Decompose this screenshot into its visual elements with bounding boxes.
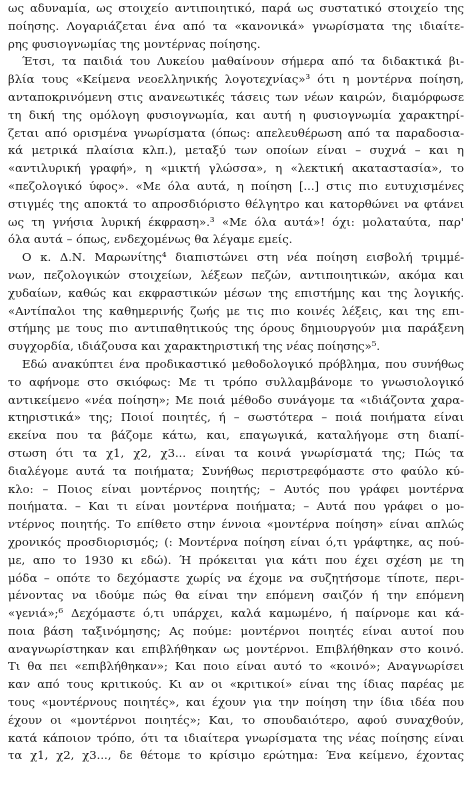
text-line: Έτσι, τα παιδιά του Λυκείου μαθαίνουν σήμερα από τα διδακτικά βι- [22, 54, 464, 69]
text-line: ποια βάση ταξινόμησης; Ας πούμε: μοντέρνοι ποιητές είναι αυτοί που [8, 623, 464, 638]
text-line: τη δική της ομόλογη φυσιογνωμία, και αυτή η φυσιογνωμία χαρακτηρί- [8, 107, 464, 122]
text-line: αναγνωρίστηκαν και επιβλήθηκαν ως μοντέρνοι. Επιβλήθηκαν στο κοινό. [8, 641, 464, 656]
text-line: όλα αυτά – όπως, ενδεχομένως θα λέγαμε εμείς. [8, 232, 293, 247]
text-line: στωση ότι τα χ1, χ2, χ3... είναι τα κοινά γνωρίσματά της; Πώς τα [8, 445, 464, 460]
text-line: μένοντας να ιδούμε πώς θα είναι την επόμενη σαιζόν ή την επόμενη [8, 588, 464, 603]
text-line: ως αδυναμία, ως στοιχείο αντιποιητικό, παρά ως συστατικό στοιχείο της [8, 1, 464, 15]
text-line: ζεται από ορισμένα γνωρίσματα (όπως: απελευθέρωση από τα παραδοσια- [8, 125, 464, 140]
text-line: το αφήνομε στο σκιόφως: Με τι τρόπο συλλαμβάνομε το γνωσιολογικό [8, 374, 464, 389]
text-line: με, απο το 1930 κι εδώ). Ή πρόκειται για κάτι που έχει σχέση με τη [8, 552, 464, 567]
text-line: κλο: – Ποιος είναι μοντέρνος ποιητής; – Αυτός που γράφει μοντέρνα [8, 481, 464, 496]
text-line: στήμης με τους πιο αντιπαθητικούς της όρους δημιουργούν μια παράξενη [8, 321, 464, 336]
text-line: ντέρνος ποιητής. Το επίθετο στην έννοια «μοντέρνα ποίηση» είναι απλώς [8, 517, 464, 532]
text-line: διαλέγομε αυτά τα ποιήματα; Συνήθως περιστρεφόμαστε στο φαύλο κύ- [8, 463, 464, 478]
text-line: εκείνα που τα βάζομε κάτω, και, επαγωγικά, καταλήγομε στη διαπί- [8, 428, 464, 443]
text-line: στιγμές της αποκτά το απροσδιόριστο θέλγητρο και κατορθώνει να φτάνει [8, 196, 464, 211]
text-line: ρης φυσιογνωμίας της μοντέρνας ποίησης. [8, 36, 261, 51]
paragraph-4 [8, 356, 464, 765]
text-line: κατά κάποιον τρόπο, ότι τα ιδιαίτερα γνωρίσματα της νέας ποίησης είναι [8, 730, 464, 745]
text-line: χρονικός προσδιορισμός; (: Μοντέρνα ποίηση είναι ό,τι γράφτηκε, ας πού- [8, 534, 464, 549]
text-line: τους «μοντέρνους ποιητές», και έχουν για την ποίηση την ίδια ιδέα που [8, 695, 464, 710]
paragraph-1 [8, 0, 464, 53]
text-line: Εδώ ανακύπτει ένα προδικαστικό μεθοδολογικό πρόβλημα, που συνήθως [22, 356, 464, 371]
text-line: έχουν οι «μοντέρνοι ποιητές»; Και, το σπουδαιότερο, αφού συναχθούν, [8, 712, 464, 727]
text-line: αντικείμενο «νέα ποίηση»; Με ποιά μέθοδο συνάγομε τα «ιδιάζοντα χαρα- [8, 392, 464, 407]
text-line: νων, πεζολογικών στοιχείων, λέξεων πεζών, αντιποιητικών, ακόμα και [8, 267, 464, 282]
text-line: κτηριστικά» της; Ποιοί ποιητές, ή – σωστότερα – ποιά ποιήματα είναι [8, 410, 464, 425]
text-line: ποίησης. Λογαριάζεται ένα από τα «κανονικά» γνωρίσματα της ιδιαίτε- [8, 18, 464, 33]
text-line: «Αντίπαλοι της καθημερινής ζωής με τις πιο κοινές λέξεις, και της επι- [8, 303, 464, 318]
text-line: «αντιλυρική γραφή», η «μικτή γλώσσα», η «λεκτική ακαταστασία», το [8, 161, 464, 176]
text-line: «πεζολογικό ύφος». «Με όλα αυτά, η ποίηση [...] στις πιο ευτυχισμένες [8, 178, 464, 193]
text-line: τα χ1, χ2, χ3..., δε θέτομε το κρίσιμο ερώτημα: Ένα κείμενο, έχοντας [8, 748, 464, 763]
text-line: ανταποκρινόμενη στις ανανεωτικές τάσεις των νέων καιρών, διαμόρφωσε [8, 89, 464, 104]
paragraph-3 [8, 249, 464, 356]
text-line: «γενιά»;⁶ Δεχόμαστε ό,τι υπάρχει, καλά καμωμένο, ή παίρνομε και κά- [8, 606, 464, 621]
text-line: βλία τους «Κείμενα νεοελληνικής λογοτεχνίας»³ ότι η μοντέρνα ποίηση, [8, 72, 464, 87]
text-line: συγχορδία, ιδιάζουσα και χαρακτηριστική της νέας ποίησης»⁵. [8, 339, 381, 354]
text-line: Τι θα πει «επιβλήθηκαν»; Και ποιο είναι αυτό το «κοινό»; Αναγνωρίσει [8, 659, 464, 674]
text-line: μόδα – οπότε το δεχόμαστε χωρίς να έχομε να συζητήσομε τίποτε, περι- [8, 570, 464, 585]
text-line: ως τη γνήσια λυρική έκφραση».³ «Με όλα αυτά»! όχι: μολαταύτα, παρ' [8, 214, 464, 229]
text-line: καν από τους κριτικούς. Κι αν οι «κριτικοί» είναι της ίδιας παρέας με [8, 677, 464, 692]
text-line: ποιήματα. – Και τι είναι μοντέρνα ποιήματα; – Αυτά που γράφει ο μο- [8, 499, 464, 514]
paragraph-2 [8, 53, 464, 249]
text-line: Ο κ. Δ.Ν. Μαρωνίτης⁴ διαπιστώνει στη νέα ποίηση εισβολή τριμμέ- [22, 250, 464, 265]
text-line: χυδαίων, καθώς και εκφραστικών μέσων της επιστήμης και της λογικής. [8, 285, 464, 300]
document-page [8, 0, 464, 796]
text-line: κά μετρικά πλαίσια κλπ.), μεταξύ των οποίων είναι – συχνά – και η [8, 143, 464, 158]
